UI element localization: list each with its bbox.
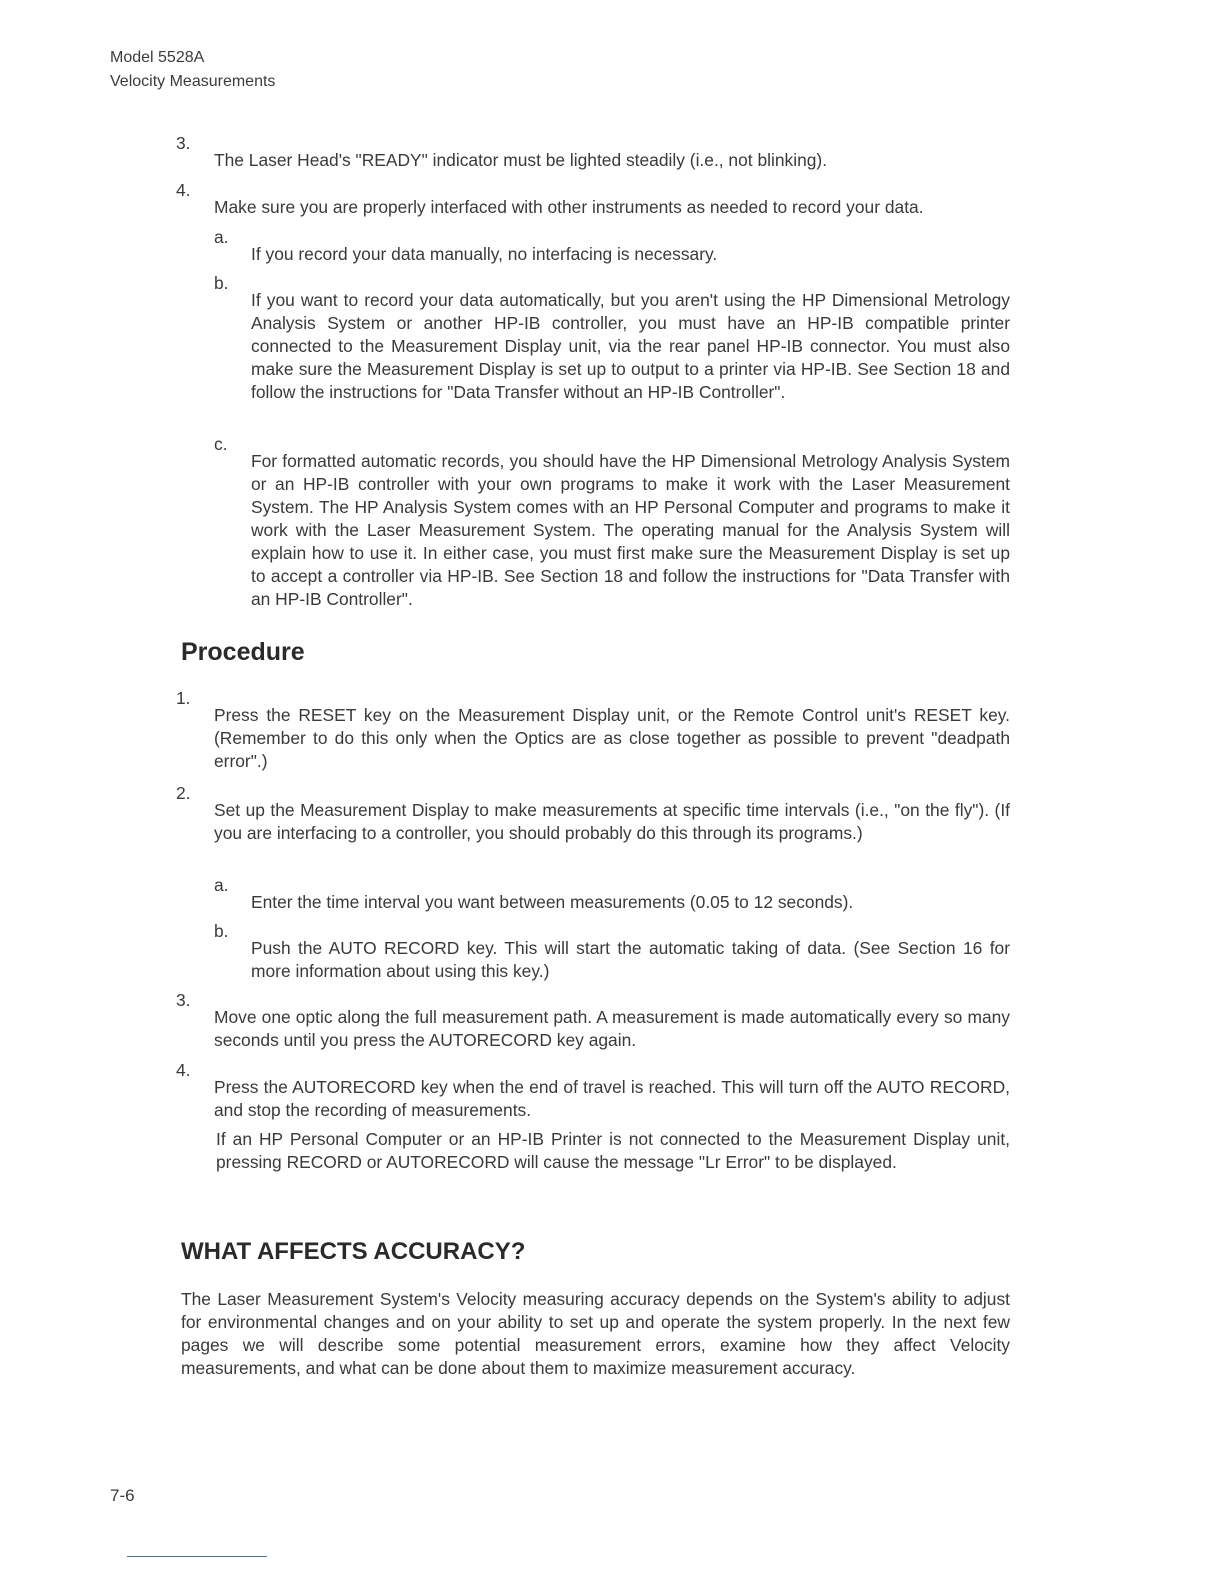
footer-rule [127,1556,267,1557]
procedure-heading: Procedure [181,638,305,666]
item-letter: b. [214,273,229,293]
item-text: The Laser Head's "READY" indicator must be lighted steadily (i.e., not blinking). [214,150,828,171]
page-number: 7-6 [110,1486,135,1505]
item-text: Push the AUTO RECORD key. This will start the automatic taking of data. (See Section 16 for more information about using this key.) [251,938,1010,982]
running-header [110,46,275,94]
step-number: 2. [176,783,191,803]
accuracy-heading: WHAT AFFECTS ACCURACY? [181,1238,526,1265]
item-number: 3. [176,133,191,153]
item-letter: b. [214,921,229,941]
item-text: Enter the time interval you want between measurements (0.05 to 12 seconds). [251,892,854,913]
procedure-note: If an HP Personal Computer or an HP-IB Printer is not connected to the Measurement Display unit, pressing RECORD or AUTORECORD will cause the message "Lr Error" to be displayed. [216,1129,1010,1172]
item-text: For formatted automatic records, you should have the HP Dimensional Metrology Analysis System or an HP-IB controller with your own programs to make it work with the Laser Measurement System. The HP Analysis System comes with an HP Personal Computer and programs to make it work with the Laser Measurement System. The operating manual for the Analysis System will explain how to use it. In either case, you must first make sure the Measurement Display is set up to accept a controller via HP-IB. See Section 18 and follow the instructions for "Data Transfer with an HP-IB Controller". [251,451,1010,610]
step-text: Set up the Measurement Display to make measurements at specific time intervals (i.e., "on the fly"). (If you are interfacing to a controller, you should probably do this through its programs.) [214,800,1010,844]
item-letter: a. [214,875,229,895]
step-number: 1. [176,688,191,708]
item-text: Make sure you are properly interfaced with other instruments as needed to record your data. [214,197,924,218]
accuracy-paragraph: The Laser Measurement System's Velocity measuring accuracy depends on the System's ability to adjust for environmental changes and on your ability to set up and operate the system properly. In the next few pages we will describe some potential measurement errors, examine how they affect Velocity measurements, and what can be done about them to maximize measurement accuracy. [181,1289,1010,1378]
item-text: If you want to record your data automatically, but you aren't using the HP Dimensional Metrology Analysis System or another HP-IB controller, you must have an HP-IB compatible printer connected to the Measurement Display unit, via the rear panel HP-IB connector. You must also make sure the Measurement Display is set up to output to a printer via HP-IB. See Section 18 and follow the instructions for "Data Transfer without an HP-IB Controller". [251,290,1010,403]
step-text: Press the AUTORECORD key when the end of travel is reached. This will turn off the AUTO RECORD, and stop the recording of measurements. [214,1077,1010,1121]
step-number: 4. [176,1060,191,1080]
item-letter: c. [214,434,228,454]
header-section: Velocity Measurements [110,73,276,90]
header-model: Model 5528A [110,49,205,66]
step-text: Press the RESET key on the Measurement Display unit, or the Remote Control unit's RESET key. (Remember to do this only when the Optics are as close together as possible to prevent "deadpath error".) [214,705,1010,772]
step-text: Move one optic along the full measurement path. A measurement is made automatically every so many seconds until you press the AUTORECORD key again. [214,1007,1010,1051]
item-letter: a. [214,227,229,247]
item-number: 4. [176,180,191,200]
item-text: If you record your data manually, no interfacing is necessary. [251,244,718,265]
step-number: 3. [176,990,191,1010]
